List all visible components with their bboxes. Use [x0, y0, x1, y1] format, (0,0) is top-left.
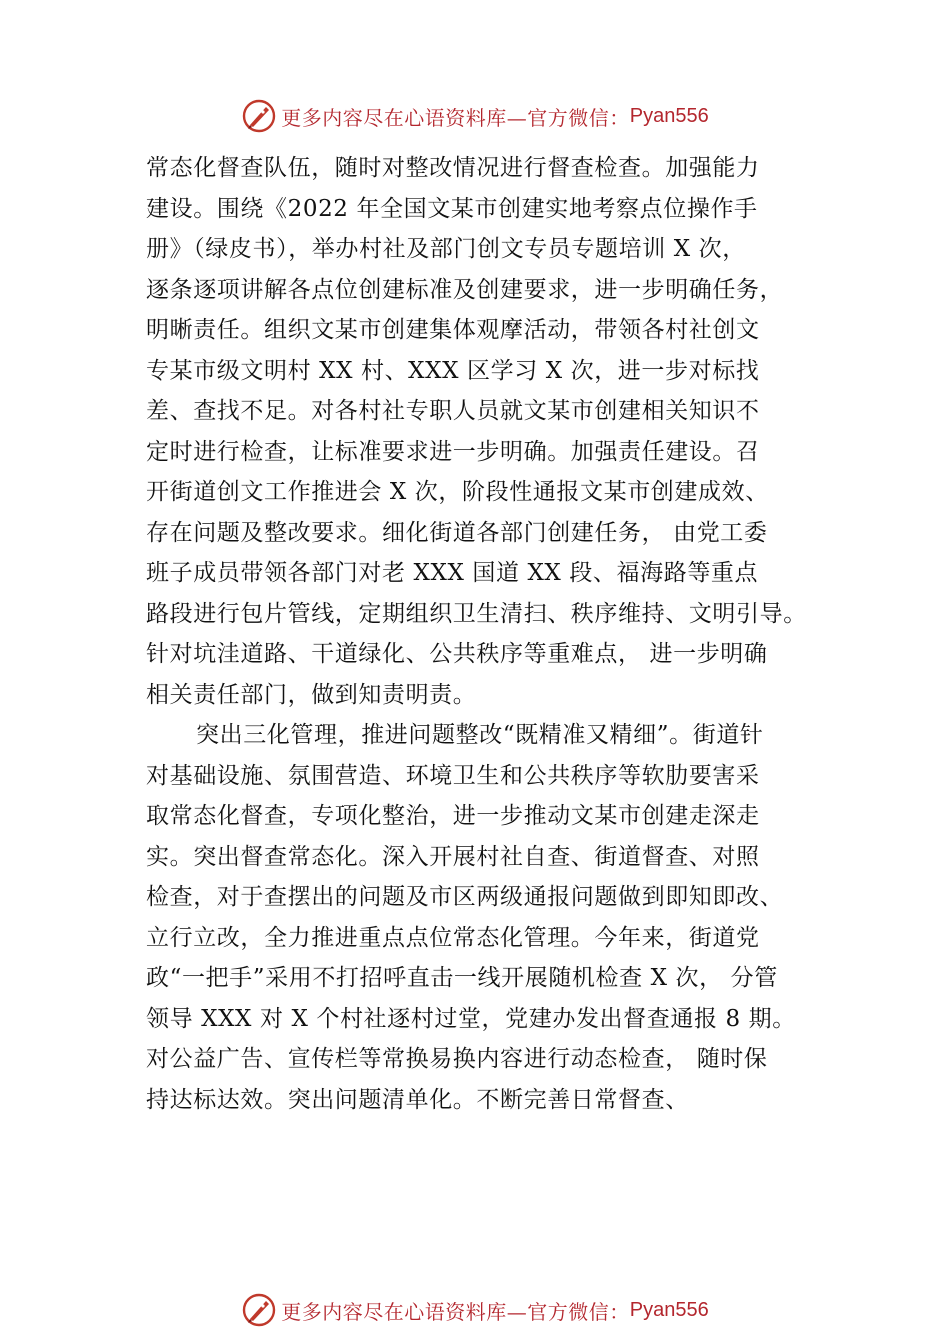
text-line: 存在问题及整改要求。细化街道各部门创建任务， 由党工委: [146, 519, 768, 546]
watermark-text: 更多内容尽在心语资料库—官方微信：: [281, 1299, 630, 1324]
text-line: 路段进行包片管线，定期组织卫生清扫、秩序维持、文明引导。: [146, 600, 807, 627]
text-line: 开街道创文工作推进会 X 次，阶段性通报文某市创建成效、: [146, 479, 769, 505]
watermark-handle: Pyan556: [629, 104, 709, 127]
text-line: 领导 XXX 对 X 个村社逐村过堂，党建办发出督查通报 8 期。: [146, 1005, 796, 1032]
paragraph: [146, 148, 836, 715]
text-line: 专某市级文明村 XX 村、XXX 区学习 X 次，进一步对标找: [146, 357, 760, 384]
text-line: 定时进行检查，让标准要求进一步明确。加强责任建设。召: [146, 438, 760, 465]
text-line: 政“一把手”采用不打招呼直击一线开展随机检查 X 次， 分管: [146, 965, 778, 991]
text-line: 册》（绿皮书），举办村社及部门创文专员专题培训 X 次，: [146, 236, 746, 262]
text-line: 相关责任部门，做到知责明责。: [146, 681, 477, 708]
paragraph: [146, 715, 836, 1120]
watermark-footer: [0, 1290, 950, 1330]
text-line: 建设。围绕《2022 年全国文某市创建实地考察点位操作手: [146, 195, 758, 222]
text-line: 取常态化督查，专项化整治，进一步推动文某市创建走深走: [146, 803, 760, 829]
text-line: 逐条逐项讲解各点位创建标准及创建要求，进一步明确任务，: [146, 276, 784, 303]
text-line: 立行立改，全力推进重点点位常态化管理。今年来，街道党: [146, 924, 760, 951]
pen-logo-icon: [241, 98, 277, 134]
text-line: 对基础设施、氛围营造、环境卫生和公共秩序等软肋要害采: [146, 762, 760, 789]
text-line: 实。突出督查常态化。深入开展村社自查、街道督查、对照: [146, 843, 760, 870]
watermark-header: [0, 96, 950, 136]
text-line: 常态化督查队伍，随时对整改情况进行督查检查。加强能力: [146, 155, 760, 181]
watermark-text: 更多内容尽在心语资料库—官方微信：: [281, 105, 630, 130]
watermark-handle: Pyan556: [629, 1298, 709, 1321]
text-line: 对公益广告、宣传栏等常换易换内容进行动态检查， 随时保: [146, 1046, 768, 1072]
pen-logo-icon: [241, 1292, 277, 1328]
text-line: 持达标达效。突出问题清单化。不断完善日常督查、: [146, 1086, 689, 1113]
text-line: 检查，对于查摆出的问题及市区两级通报问题做到即知即改、: [146, 884, 784, 910]
text-line: 突出三化管理，推进问题整改“既精准又精细”。街道针: [196, 722, 764, 748]
text-line: 明晰责任。组织文某市创建集体观摩活动，带领各村社创文: [146, 317, 760, 343]
text-line: 针对坑洼道路、干道绿化、公共秩序等重难点， 进一步明确: [146, 641, 768, 667]
document-body: [146, 148, 836, 1120]
text-line: 差、查找不足。对各村社专职人员就文某市创建相关知识不: [146, 398, 760, 424]
text-line: 班子成员带领各部门对老 XXX 国道 XX 段、福海路等重点: [146, 560, 759, 586]
